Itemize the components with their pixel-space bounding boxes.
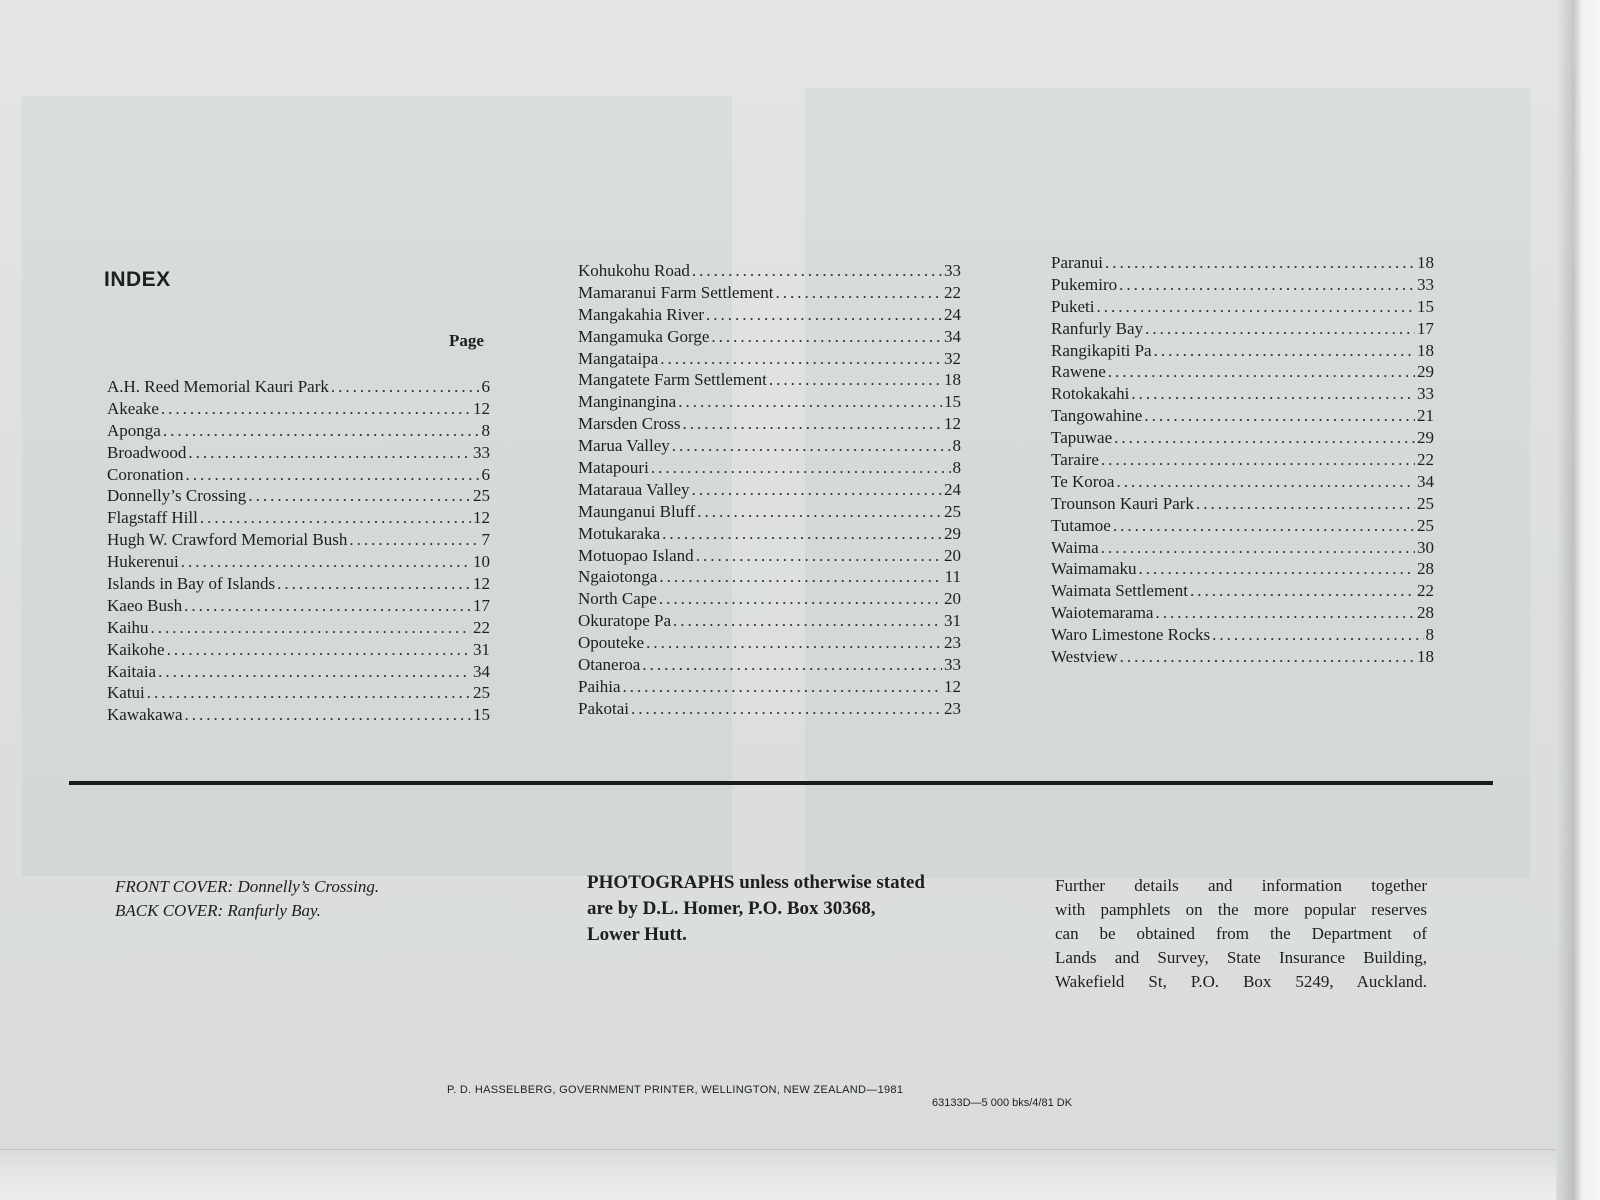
- dot-leader: [1101, 537, 1415, 558]
- index-entry-name: Paranui: [1051, 253, 1103, 272]
- index-entry-page: 12: [473, 398, 490, 418]
- photo-credit-line: Lower Hutt.: [587, 924, 687, 945]
- dot-leader: [277, 573, 471, 594]
- index-entry-page: 12: [944, 676, 961, 696]
- index-entry-page: 32: [944, 348, 961, 368]
- index-entry: [1051, 361, 1434, 383]
- index-entry: [578, 588, 961, 610]
- index-entry-name: Marsden Cross: [578, 414, 681, 434]
- index-entry: [578, 479, 961, 501]
- dot-leader: [184, 595, 471, 616]
- index-entry-name: Mangatete Farm Settlement: [578, 370, 767, 390]
- index-entry-name: Waiotemarama: [1051, 603, 1154, 623]
- dot-leader: [1212, 624, 1423, 645]
- front-cover-credit: FRONT COVER: Donnelly’s Crossing.: [115, 877, 380, 896]
- index-entry: [578, 654, 961, 676]
- index-entry: [1051, 405, 1434, 427]
- dot-leader: [1119, 274, 1415, 295]
- index-entry-page: 15: [473, 705, 490, 725]
- index-entry-name: Manginangina: [578, 392, 677, 412]
- dot-leader: [651, 457, 951, 478]
- index-entry-name: Maunganui Bluff: [578, 501, 696, 521]
- index-entry-name: Paihia: [578, 676, 621, 696]
- dot-leader: [1155, 602, 1415, 623]
- dot-leader: [631, 698, 942, 719]
- index-entry: [107, 551, 490, 573]
- index-entry-name: Aponga: [107, 420, 161, 440]
- index-entry-page: 15: [944, 392, 961, 412]
- index-entry: [1051, 449, 1434, 471]
- index-entry-page: 31: [944, 611, 961, 631]
- dot-leader: [1114, 427, 1415, 448]
- index-entry: [578, 676, 961, 698]
- index-entry-name: Tutamoe: [1051, 515, 1111, 535]
- page-edge: [1556, 0, 1600, 1200]
- index-entry-name: Kaeo Bush: [107, 595, 183, 615]
- index-entry-page: 21: [1417, 406, 1434, 426]
- dot-leader: [147, 682, 471, 703]
- index-entry: [578, 435, 961, 457]
- index-entry: [1051, 296, 1434, 318]
- index-entry-page: 18: [944, 370, 961, 390]
- index-entry-name: Katui: [107, 683, 145, 703]
- index-entry-page: 29: [944, 523, 961, 543]
- index-entry-page: 18: [1417, 647, 1434, 667]
- index-entry-page: 25: [473, 486, 490, 506]
- index-entry-page: 15: [1417, 296, 1434, 316]
- index-entry-name: Taraire: [1051, 450, 1099, 470]
- index-entry: [1051, 274, 1434, 296]
- index-entry-page: 22: [944, 282, 961, 302]
- dot-leader: [248, 485, 471, 506]
- index-entry-name: Donnelly’s Crossing: [107, 486, 247, 506]
- index-entry-page: 33: [473, 442, 490, 462]
- index-column-3: [1051, 252, 1434, 668]
- dot-leader: [1116, 471, 1415, 492]
- index-entry: [107, 507, 490, 529]
- divider-rule: [69, 781, 1493, 785]
- index-entry-page: 8: [952, 436, 961, 456]
- index-entry-name: Mamaranui Farm Settlement: [578, 282, 774, 302]
- index-entry: [578, 348, 961, 370]
- index-entry: [107, 573, 490, 595]
- index-entry: [1051, 537, 1434, 559]
- index-entry: [1051, 471, 1434, 493]
- dot-leader: [769, 369, 942, 390]
- index-entry-name: Akeake: [107, 398, 159, 418]
- index-entry-name: Rangikapiti Pa: [1051, 340, 1152, 360]
- index-entry-name: Coronation: [107, 464, 184, 484]
- index-entry: [578, 282, 961, 304]
- index-entry: [107, 704, 490, 726]
- index-entry-name: Mataraua Valley: [578, 479, 690, 499]
- dot-leader: [660, 348, 942, 369]
- index-entry-page: 8: [481, 420, 490, 440]
- further-info-line: Further details and information together: [1055, 876, 1427, 895]
- dot-leader: [181, 551, 471, 572]
- dot-leader: [1131, 383, 1415, 404]
- index-title: INDEX: [104, 268, 171, 291]
- dot-leader: [1105, 252, 1415, 273]
- dot-leader: [185, 704, 471, 725]
- further-info-line: with pamphlets on the more popular reserves: [1055, 900, 1427, 919]
- dot-leader: [775, 282, 942, 303]
- index-entry-name: Pakotai: [578, 698, 629, 718]
- page-column-header: Page: [449, 331, 484, 350]
- index-entry-page: 34: [473, 661, 490, 681]
- index-entry: [578, 260, 961, 282]
- index-entry-name: Mangataipa: [578, 348, 659, 368]
- index-entry: [1051, 493, 1434, 515]
- index-entry: [1051, 580, 1434, 602]
- dot-leader: [158, 661, 471, 682]
- index-entry-page: 25: [1417, 515, 1434, 535]
- index-entry-name: Flagstaff Hill: [107, 508, 198, 528]
- dot-leader: [331, 376, 480, 397]
- index-entry-page: 22: [1417, 581, 1434, 601]
- index-entry-page: 33: [944, 655, 961, 675]
- index-entry-page: 8: [952, 458, 961, 478]
- dot-leader: [692, 260, 942, 281]
- index-entry: [578, 369, 961, 391]
- dot-leader: [1196, 493, 1415, 514]
- index-entry-page: 29: [1417, 428, 1434, 448]
- index-column-1: [107, 376, 490, 726]
- index-entry: [578, 391, 961, 413]
- index-entry-name: Kaikohe: [107, 639, 165, 659]
- index-entry-name: Kohukohu Road: [578, 261, 690, 280]
- index-entry-page: 34: [944, 326, 961, 346]
- index-entry-name: Opouteke: [578, 633, 645, 653]
- index-entry: [578, 413, 961, 435]
- dot-leader: [696, 545, 942, 566]
- index-entry-name: Kaitaia: [107, 661, 157, 681]
- dot-leader: [711, 326, 942, 347]
- index-entry-name: Hugh W. Crawford Memorial Bush: [107, 530, 348, 550]
- index-entry-name: Matapouri: [578, 458, 649, 478]
- index-entry-page: 25: [1417, 493, 1434, 513]
- index-entry-name: Motuopao Island: [578, 545, 694, 565]
- index-entry-page: 30: [1417, 537, 1434, 557]
- index-entry: [107, 464, 490, 486]
- index-entry: [107, 485, 490, 507]
- dot-leader: [1190, 580, 1415, 601]
- dot-leader: [161, 398, 471, 419]
- index-entry-name: A.H. Reed Memorial Kauri Park: [107, 377, 329, 396]
- index-entry: [1051, 558, 1434, 580]
- index-entry: [578, 326, 961, 348]
- index-entry: [578, 501, 961, 523]
- index-entry-page: 20: [944, 589, 961, 609]
- index-entry: [578, 304, 961, 326]
- index-entry: [578, 457, 961, 479]
- index-entry-name: Kaihu: [107, 617, 149, 637]
- dot-leader: [673, 610, 942, 631]
- index-entry: [1051, 318, 1434, 340]
- dot-leader: [1139, 558, 1416, 579]
- index-entry-page: 22: [473, 617, 490, 637]
- index-entry: [578, 545, 961, 567]
- index-entry-page: 12: [944, 414, 961, 434]
- index-entry-name: Waima: [1051, 537, 1099, 557]
- index-entry: [578, 566, 961, 588]
- index-entry-name: Marua Valley: [578, 436, 670, 456]
- index-entry-name: Waro Limestone Rocks: [1051, 625, 1211, 645]
- index-entry-page: 28: [1417, 559, 1434, 579]
- index-entry-name: Puketi: [1051, 296, 1095, 316]
- index-entry: [107, 595, 490, 617]
- index-entry-page: 18: [1417, 253, 1434, 272]
- further-info: [1055, 874, 1427, 994]
- index-entry: [1051, 646, 1434, 668]
- dot-leader: [659, 566, 942, 587]
- index-entry-page: 33: [944, 261, 961, 280]
- dot-leader: [1144, 405, 1415, 426]
- index-entry: [578, 523, 961, 545]
- index-entry-name: Kawakawa: [107, 705, 183, 725]
- index-entry-name: Rotokakahi: [1051, 384, 1130, 404]
- index-entry-page: 23: [944, 633, 961, 653]
- dot-leader: [1101, 449, 1415, 470]
- index-entry-page: 18: [1417, 340, 1434, 360]
- index-entry: [107, 682, 490, 704]
- index-entry-page: 25: [944, 501, 961, 521]
- index-entry: [578, 698, 961, 720]
- index-entry: [107, 398, 490, 420]
- further-info-line: can be obtained from the Department of: [1055, 924, 1427, 943]
- index-entry: [1051, 624, 1434, 646]
- index-entry-page: 25: [473, 683, 490, 703]
- dot-leader: [167, 639, 471, 660]
- dot-leader: [623, 676, 943, 697]
- index-entry-page: 33: [1417, 384, 1434, 404]
- index-entry: [1051, 602, 1434, 624]
- dot-leader: [672, 435, 951, 456]
- index-entry-name: Waimata Settlement: [1051, 581, 1188, 601]
- index-entry-page: 6: [481, 464, 490, 484]
- index-entry-name: Tangowahine: [1051, 406, 1143, 426]
- index-entry-page: 28: [1417, 603, 1434, 623]
- index-entry-name: Motukaraka: [578, 523, 661, 543]
- dot-leader: [1096, 296, 1415, 317]
- further-info-line: Wakefield St, P.O. Box 5249, Auckland.: [1055, 972, 1427, 991]
- dot-leader: [697, 501, 942, 522]
- dot-leader: [678, 391, 942, 412]
- index-entry: [107, 661, 490, 683]
- dot-leader: [692, 479, 942, 500]
- index-entry-page: 20: [944, 545, 961, 565]
- index-entry-page: 10: [473, 552, 490, 572]
- index-entry-name: Mangakahia River: [578, 304, 705, 324]
- dot-leader: [682, 413, 942, 434]
- index-entry: [1051, 340, 1434, 362]
- index-column-2: [578, 260, 961, 720]
- index-entry-page: 8: [1425, 625, 1434, 645]
- index-entry: [578, 632, 961, 654]
- index-entry: [107, 420, 490, 442]
- dot-leader: [1120, 646, 1415, 667]
- index-entry: [1051, 515, 1434, 537]
- index-entry-page: 11: [944, 567, 961, 587]
- index-entry-name: Ranfurly Bay: [1051, 318, 1144, 338]
- page-bottom-edge: [0, 1149, 1556, 1200]
- index-entry-name: Rawene: [1051, 362, 1106, 382]
- dot-leader: [1108, 361, 1415, 382]
- dot-leader: [662, 523, 942, 544]
- index-entry-name: Trounson Kauri Park: [1051, 493, 1194, 513]
- index-entry-page: 29: [1417, 362, 1434, 382]
- dot-leader: [151, 617, 471, 638]
- index-entry-page: 6: [481, 377, 490, 396]
- index-entry-page: 34: [1417, 471, 1434, 491]
- dot-leader: [186, 464, 480, 485]
- index-entry-page: 12: [473, 508, 490, 528]
- index-entry: [1051, 252, 1434, 274]
- photo-credits: [587, 870, 987, 948]
- index-entry-page: 22: [1417, 450, 1434, 470]
- index-entry-name: Westview: [1051, 647, 1118, 667]
- index-entry-name: Ngaiotonga: [578, 567, 658, 587]
- index-entry-page: 17: [1417, 318, 1434, 338]
- index-entry: [107, 639, 490, 661]
- index-entry-name: Otaneroa: [578, 655, 641, 675]
- index-entry-page: 31: [473, 639, 490, 659]
- dot-leader: [1145, 318, 1415, 339]
- index-entry: [107, 442, 490, 464]
- index-entry: [107, 617, 490, 639]
- index-entry: [107, 529, 490, 551]
- index-entry-name: Islands in Bay of Islands: [107, 574, 276, 594]
- index-entry-name: Okuratope Pa: [578, 611, 672, 631]
- further-info-line: Lands and Survey, State Insurance Building,: [1055, 948, 1427, 967]
- dot-leader: [163, 420, 480, 441]
- index-entry-name: Tapuwae: [1051, 428, 1113, 448]
- dot-leader: [200, 507, 471, 528]
- dot-leader: [706, 304, 942, 325]
- index-entry-name: Waimamaku: [1051, 559, 1137, 579]
- index-entry-page: 12: [473, 574, 490, 594]
- index-entry-page: 24: [944, 479, 961, 499]
- cover-credits: [115, 875, 379, 923]
- index-entry-name: Pukemiro: [1051, 274, 1118, 294]
- photo-credit-line: PHOTOGRAPHS unless otherwise stated: [587, 872, 925, 893]
- dot-leader: [1154, 340, 1415, 361]
- index-entry-name: Hukerenui: [107, 552, 179, 572]
- index-entry: [107, 376, 490, 398]
- index-entry-name: Mangamuka Gorge: [578, 326, 710, 346]
- index-entry-page: 23: [944, 698, 961, 718]
- print-code: 63133D—5 000 bks/4/81 DK: [932, 1097, 1073, 1109]
- index-entry-page: 7: [481, 530, 490, 550]
- dot-leader: [646, 632, 942, 653]
- dot-leader: [642, 654, 942, 675]
- index-entry-name: North Cape: [578, 589, 657, 609]
- index-entry-page: 33: [1417, 274, 1434, 294]
- index-entry: [1051, 427, 1434, 449]
- index-entry: [1051, 383, 1434, 405]
- dot-leader: [349, 529, 479, 550]
- photo-credit-line: are by D.L. Homer, P.O. Box 30368,: [587, 898, 876, 919]
- index-entry-page: 24: [944, 304, 961, 324]
- index-entry: [578, 610, 961, 632]
- dot-leader: [1113, 515, 1415, 536]
- printer-imprint: P. D. HASSELBERG, GOVERNMENT PRINTER, WELLINGTON, NEW ZEALAND—1981: [447, 1084, 904, 1096]
- index-entry-name: Te Koroa: [1051, 471, 1115, 491]
- dot-leader: [659, 588, 942, 609]
- dot-leader: [188, 442, 471, 463]
- back-cover-credit: BACK COVER: Ranfurly Bay.: [115, 901, 321, 920]
- index-entry-name: Broadwood: [107, 442, 187, 462]
- index-entry-page: 17: [473, 595, 490, 615]
